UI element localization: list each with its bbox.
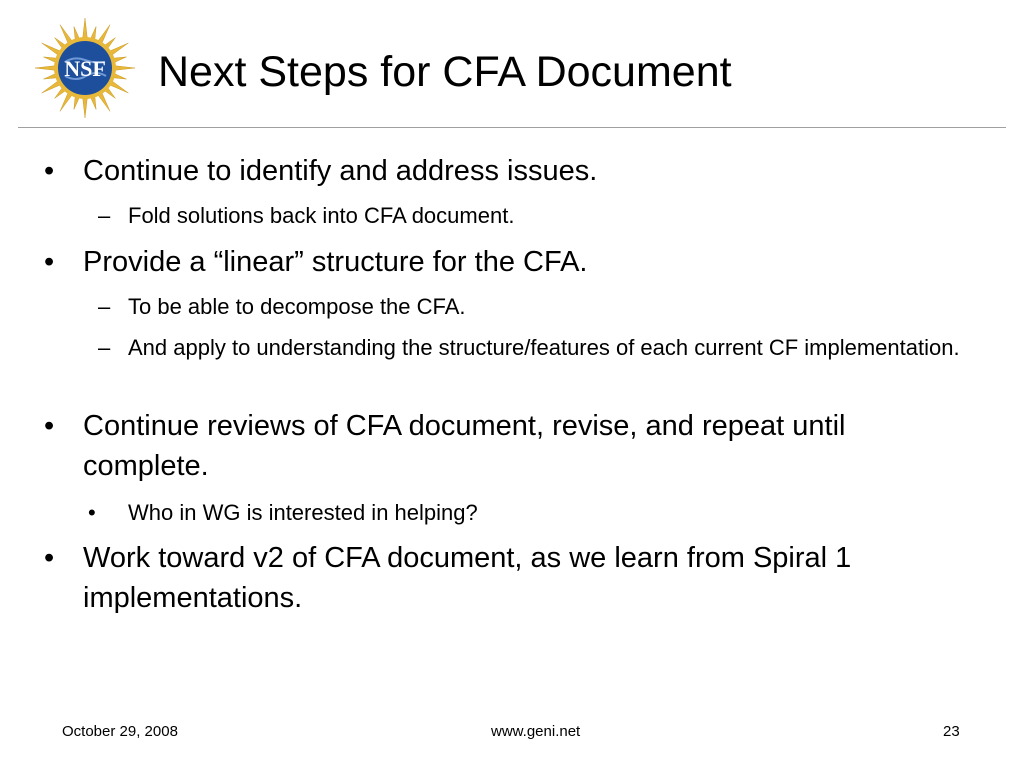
footer-page-number: 23 <box>943 723 960 740</box>
bullet-item <box>44 406 944 486</box>
title-divider <box>18 127 1006 128</box>
sub-bullet-item <box>88 496 478 529</box>
sub-bullet-marker: – <box>98 203 111 228</box>
logo-text: NSF <box>64 56 106 81</box>
bullet-marker: • <box>44 155 55 187</box>
bullet-marker: • <box>44 246 55 278</box>
sub-bullet-item <box>98 331 978 364</box>
logo-ray <box>83 18 88 40</box>
bullet-text: Continue to identify and address issues. <box>83 155 598 187</box>
sub-bullet-text: And apply to understanding the structure/features of each current CF implementation. <box>128 335 960 360</box>
slide-title: Next Steps for CFA Document <box>158 48 732 96</box>
sub-bullet-item <box>98 199 514 232</box>
logo-ray <box>35 66 57 71</box>
footer-url: www.geni.net <box>491 723 581 740</box>
logo-ray <box>113 66 135 71</box>
bullet-text: Work toward v2 of CFA document, as we learn from Spiral 1 implementations. <box>83 542 852 614</box>
sub-bullet-item <box>98 290 466 323</box>
bullet-text: Continue reviews of CFA document, revise, and repeat until complete. <box>83 410 846 482</box>
footer-date: October 29, 2008 <box>62 723 178 740</box>
sub-bullet-text: To be able to decompose the CFA. <box>128 294 466 319</box>
sub-bullet-marker: • <box>88 500 96 525</box>
sub-bullet-text: Who in WG is interested in helping? <box>128 500 478 525</box>
nsf-logo-graphic <box>30 16 140 120</box>
nsf-logo-icon <box>30 16 140 120</box>
bullet-item <box>44 538 984 618</box>
bullet-item <box>44 151 597 191</box>
sub-bullet-marker: – <box>98 294 111 319</box>
sub-bullet-text: Fold solutions back into CFA document. <box>128 203 515 228</box>
bullet-text: Provide a “linear” structure for the CFA. <box>83 246 588 278</box>
bullet-marker: • <box>44 410 55 442</box>
logo-ray <box>83 96 88 118</box>
sub-bullet-marker: – <box>98 335 111 360</box>
bullet-item <box>44 242 587 282</box>
bullet-marker: • <box>44 542 55 574</box>
